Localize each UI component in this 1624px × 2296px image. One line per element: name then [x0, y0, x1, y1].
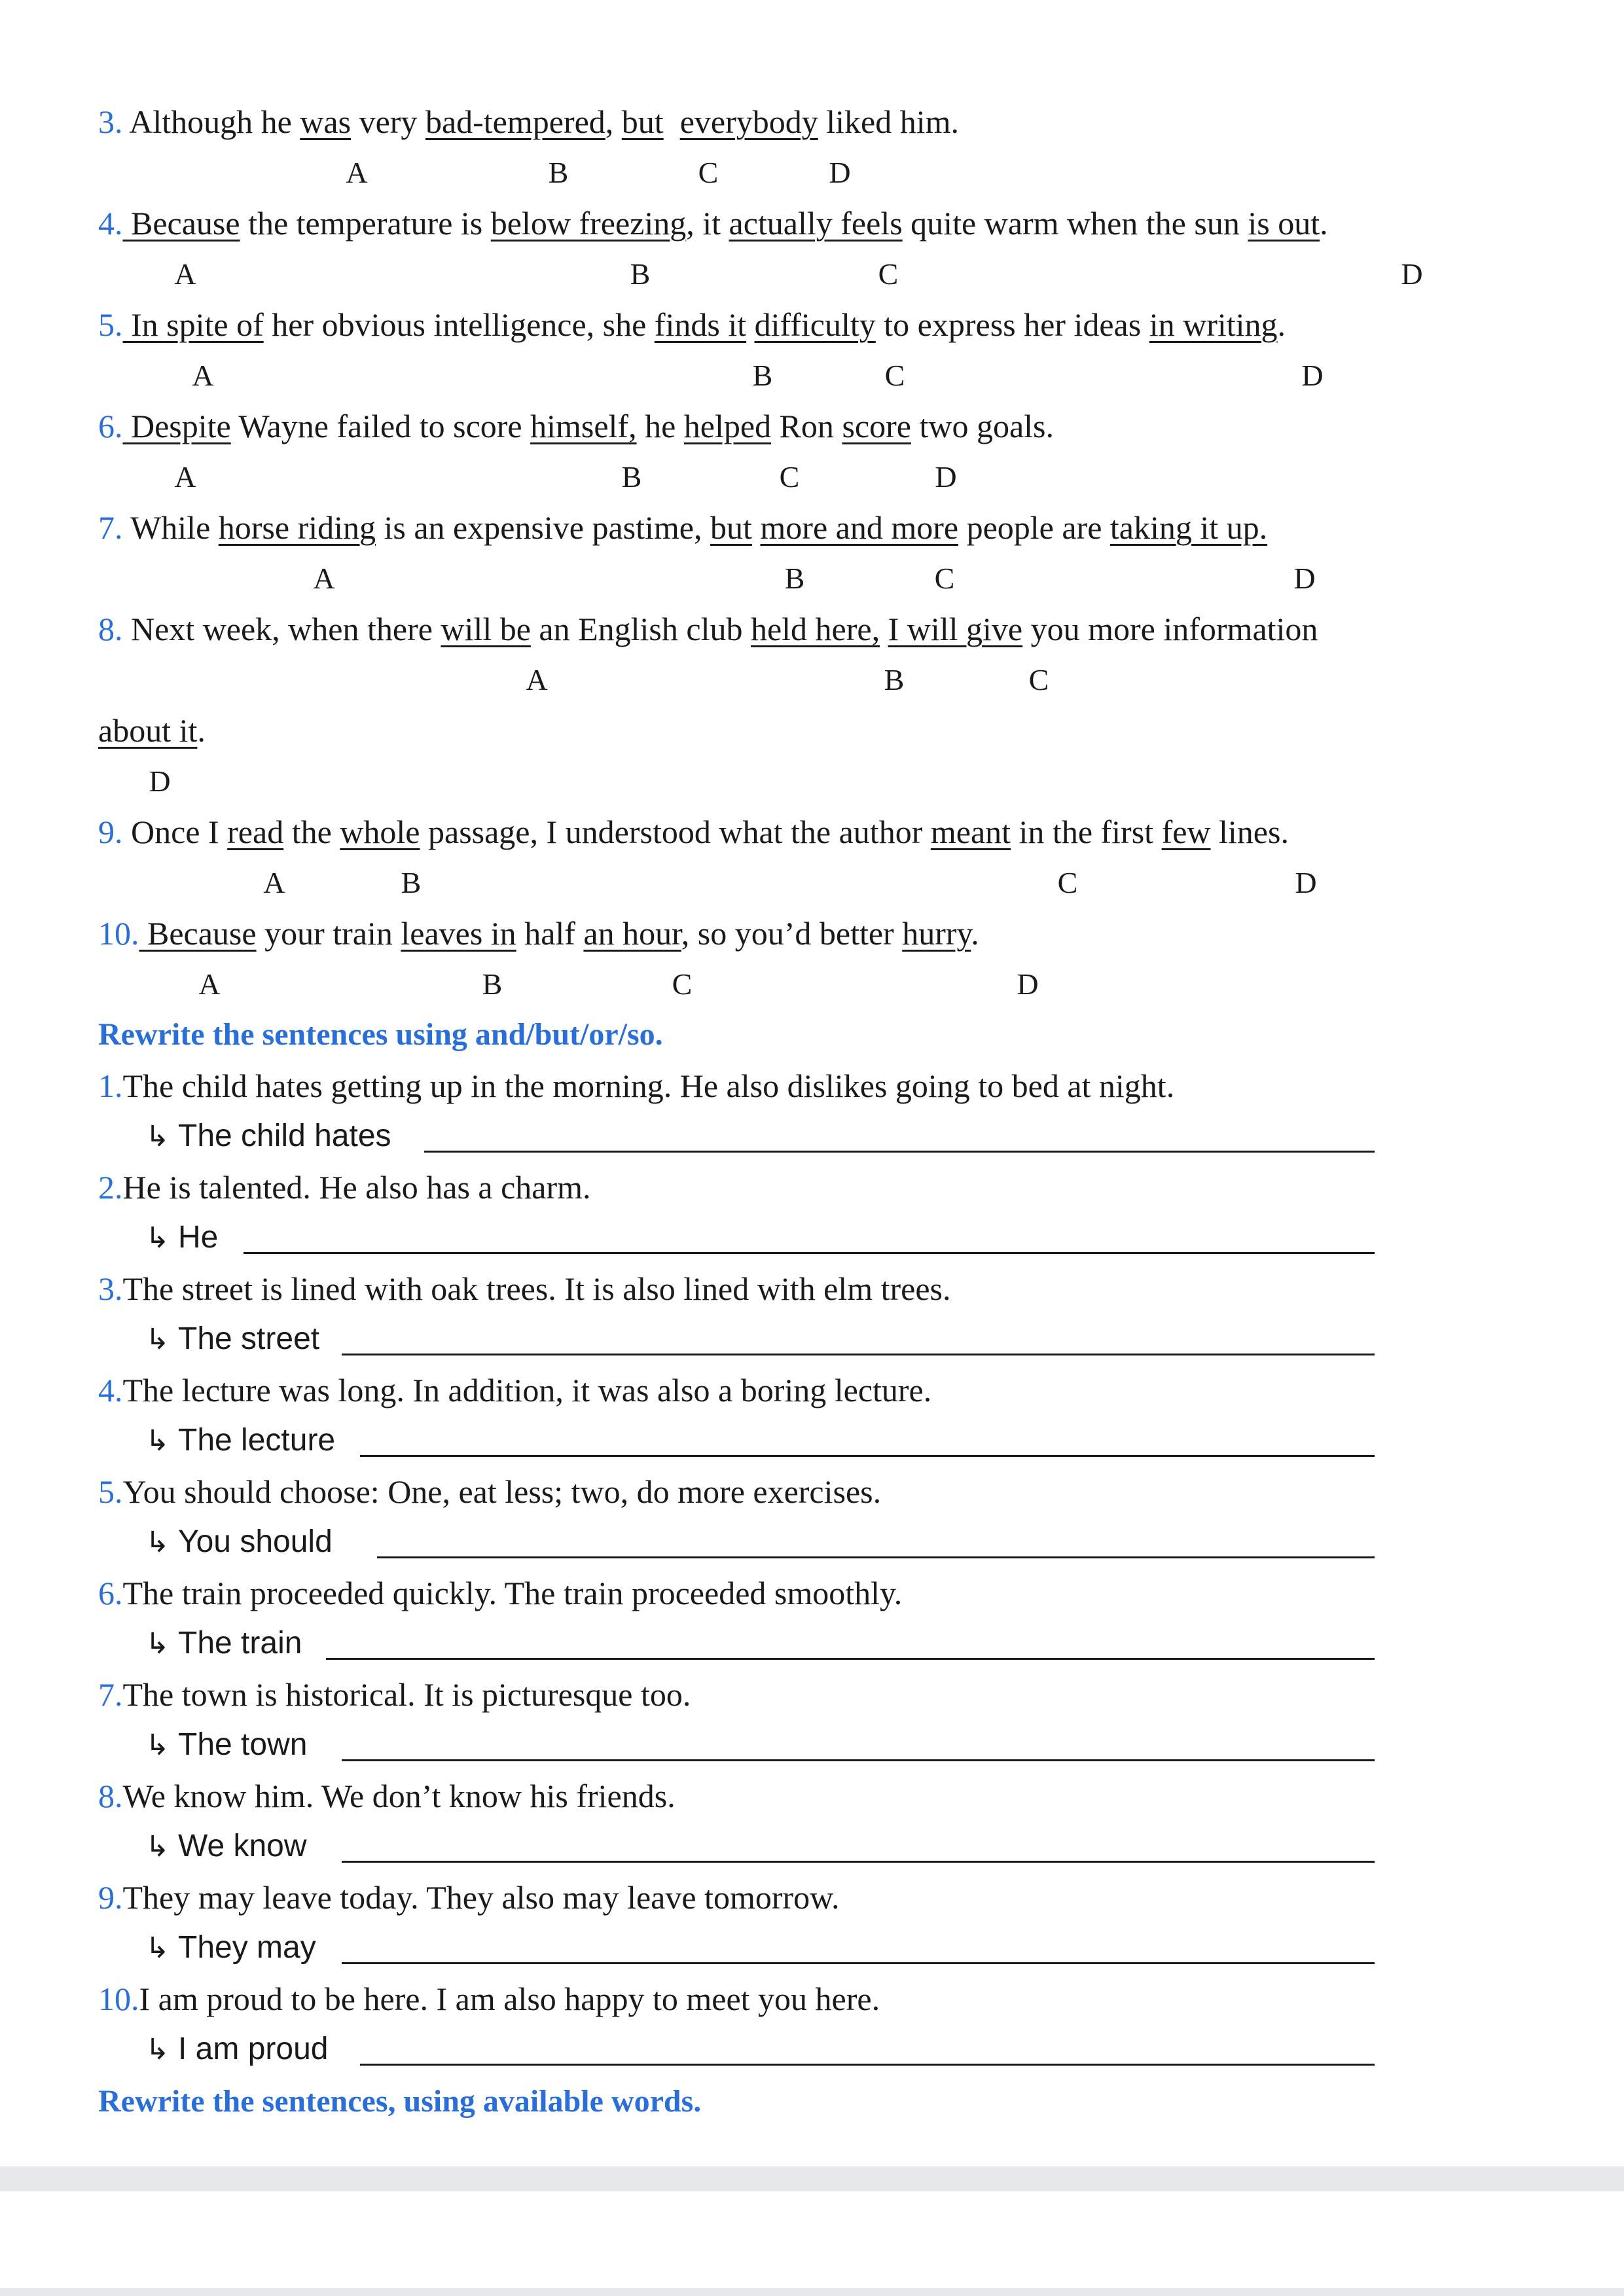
answer-prompt-9 [145, 1928, 316, 1968]
text-segment: While [122, 509, 219, 546]
underlined-option: in writing [1149, 306, 1278, 343]
answer-blank-4[interactable] [360, 1455, 1375, 1457]
text-segment: he [636, 408, 684, 444]
answer-start: The town [178, 1727, 308, 1762]
curved-arrow-icon: ↳ [145, 1729, 170, 1762]
text-segment: to express her ideas [875, 306, 1149, 343]
underlined-option: finds it [654, 306, 747, 343]
option-letter-d: D [1295, 866, 1317, 899]
error-item-5 [98, 305, 1286, 344]
option-letter-a: A [192, 359, 214, 392]
option-letter-c: C [878, 257, 899, 291]
item-text: The street is lined with oak trees. It is also lined with elm trees. [122, 1270, 951, 1307]
text-segment: Although he [122, 103, 300, 140]
text-segment: lines. [1210, 814, 1289, 850]
option-letter-a: A [263, 866, 285, 899]
rewrite-item-5 [98, 1472, 881, 1511]
underlined-option: read [227, 814, 284, 850]
option-letter-b: B [548, 156, 569, 189]
text-segment: half [516, 915, 584, 952]
answer-start: The street [178, 1321, 320, 1356]
item-number: 4. [98, 1372, 123, 1408]
item-number: 10. [98, 1981, 139, 2017]
text-segment: . [1320, 205, 1328, 242]
option-letter-a: A [174, 257, 196, 291]
text-segment: , so you’d better [681, 915, 903, 952]
underlined-option: meant [930, 814, 1011, 850]
underlined-option: difficulty [754, 306, 876, 343]
answer-start: You should [178, 1524, 333, 1559]
underlined-option: helped [683, 408, 772, 444]
underlined-option: hurry [902, 915, 971, 952]
text-segment: . [197, 712, 206, 749]
item-number: 7. [98, 509, 123, 546]
curved-arrow-icon: ↳ [145, 1221, 170, 1255]
answer-start: The train [178, 1626, 302, 1660]
item-number: 5. [98, 1473, 123, 1510]
answer-prompt-1 [145, 1117, 391, 1157]
underlined-option: Because [122, 205, 240, 242]
option-letter-d: D [1401, 257, 1423, 291]
answer-blank-7[interactable] [342, 1759, 1375, 1761]
page-separator [0, 2288, 1624, 2296]
error-item-4 [98, 204, 1328, 243]
option-letter-d: D [149, 764, 171, 798]
option-letter-b: B [401, 866, 422, 899]
underlined-option: everybody [679, 103, 818, 140]
option-letter-c: C [672, 967, 693, 1001]
text-segment: an English club [530, 611, 751, 647]
item-number: 3. [98, 1270, 123, 1307]
section-heading-conjunctions: Rewrite the sentences using and/but/or/so. [98, 1017, 663, 1052]
underlined-option: himself, [530, 408, 637, 444]
answer-prompt-5 [145, 1522, 333, 1562]
underlined-option: In spite of [122, 306, 264, 343]
item-number: 8. [98, 1778, 123, 1814]
rewrite-item-1 [98, 1066, 1174, 1105]
item-text: The child hates getting up in the morning. He also dislikes going to bed at night. [122, 1067, 1175, 1104]
answer-start: I am proud [178, 2032, 329, 2066]
option-letter-c: C [779, 460, 800, 493]
text-segment: . [971, 915, 979, 952]
option-letter-a: A [313, 562, 335, 595]
answer-prompt-10 [145, 2030, 328, 2070]
answer-prompt-3 [145, 1319, 319, 1359]
text-segment: her obvious intelligence, she [263, 306, 655, 343]
text-segment: the temperature is [240, 205, 491, 242]
curved-arrow-icon: ↳ [145, 1323, 170, 1356]
item-number: 2. [98, 1169, 123, 1206]
answer-blank-5[interactable] [377, 1556, 1375, 1558]
text-segment: , [605, 103, 622, 140]
item-text: He is talented. He also has a charm. [122, 1169, 591, 1206]
answer-blank-10[interactable] [360, 2064, 1375, 2066]
option-letter-c: C [884, 359, 905, 392]
option-letter-c: C [934, 562, 955, 595]
rewrite-item-6 [98, 1573, 902, 1613]
text-segment [752, 509, 761, 546]
item-number: 8. [98, 611, 123, 647]
option-letter-a: A [526, 663, 548, 696]
underlined-option: score [842, 408, 911, 444]
error-item-8-continuation [98, 711, 206, 750]
error-item-6 [98, 406, 1054, 446]
item-number: 1. [98, 1067, 123, 1104]
curved-arrow-icon: ↳ [145, 1424, 170, 1458]
option-letter-b: B [621, 460, 642, 493]
item-number: 6. [98, 408, 123, 444]
error-item-10 [98, 914, 979, 953]
text-segment: two goals. [911, 408, 1054, 444]
answer-prompt-6 [145, 1624, 302, 1664]
underlined-option: is out [1248, 205, 1320, 242]
answer-start: The child hates [178, 1119, 391, 1153]
item-text: The lecture was long. In addition, it was also a boring lecture. [122, 1372, 932, 1408]
curved-arrow-icon: ↳ [145, 2033, 170, 2066]
underlined-option: but [621, 103, 664, 140]
underlined-option: below freezing [490, 205, 687, 242]
section-heading-available-words: Rewrite the sentences, using available words. [98, 2084, 702, 2119]
error-item-9 [98, 812, 1289, 852]
option-letter-a: A [346, 156, 368, 189]
curved-arrow-icon: ↳ [145, 1931, 170, 1965]
text-segment: Once I [122, 814, 228, 850]
item-text: The town is historical. It is picturesque too. [122, 1676, 691, 1713]
underlined-option: was [300, 103, 352, 140]
rewrite-item-4 [98, 1371, 931, 1410]
underlined-option: bad-tempered [425, 103, 605, 140]
text-segment: in the first [1011, 814, 1162, 850]
option-letter-d: D [1301, 359, 1324, 392]
item-number: 3. [98, 103, 123, 140]
answer-start: He [178, 1220, 219, 1255]
answer-prompt-7 [145, 1725, 307, 1765]
underlined-option: Despite [122, 408, 231, 444]
option-letter-c: C [698, 156, 719, 189]
underlined-option: held here, [750, 611, 880, 647]
text-segment: passage, I understood what the author [420, 814, 931, 850]
curved-arrow-icon: ↳ [145, 1830, 170, 1863]
option-letter-d: D [1017, 967, 1039, 1001]
rewrite-item-9 [98, 1878, 840, 1917]
rewrite-item-7 [98, 1675, 691, 1714]
text-segment: is an expensive pastime, [376, 509, 710, 546]
answer-start: We know [178, 1829, 307, 1863]
answer-prompt-8 [145, 1827, 307, 1867]
underlined-option: few [1161, 814, 1211, 850]
rewrite-item-2 [98, 1168, 591, 1207]
answer-prompt-2 [145, 1218, 218, 1258]
underlined-option: about it [98, 712, 198, 749]
text-segment: people are [958, 509, 1110, 546]
answer-blank-6[interactable] [326, 1658, 1375, 1660]
text-segment: , it [686, 205, 729, 242]
text-segment [664, 103, 680, 140]
underlined-option: but [710, 509, 752, 546]
option-letter-a: A [198, 967, 221, 1001]
underlined-option: taking it up. [1110, 509, 1268, 546]
underlined-option: Because [139, 915, 257, 952]
option-letter-c: C [1057, 866, 1078, 899]
item-number: 5. [98, 306, 123, 343]
text-segment: liked him. [818, 103, 960, 140]
item-number: 9. [98, 1879, 123, 1916]
text-segment [880, 611, 888, 647]
option-letter-b: B [884, 663, 905, 696]
option-letter-c: C [1028, 663, 1049, 696]
item-text: You should choose: One, eat less; two, do more exercises. [122, 1473, 882, 1510]
text-segment: Wayne failed to score [230, 408, 531, 444]
answer-start: They may [178, 1930, 316, 1965]
item-text: The train proceeded quickly. The train proceeded smoothly. [122, 1575, 903, 1611]
option-letter-d: D [1293, 562, 1316, 595]
option-letter-d: D [829, 156, 851, 189]
item-text: We know him. We don’t know his friends. [122, 1778, 676, 1814]
answer-blank-8[interactable] [342, 1861, 1375, 1863]
answer-start: The lecture [178, 1423, 336, 1458]
underlined-option: whole [340, 814, 420, 850]
underlined-option: an hour [583, 915, 681, 952]
rewrite-item-3 [98, 1269, 950, 1308]
option-letter-d: D [935, 460, 957, 493]
option-letter-b: B [784, 562, 805, 595]
item-number: 7. [98, 1676, 123, 1713]
item-number: 10. [98, 915, 139, 952]
answer-blank-9[interactable] [342, 1962, 1375, 1964]
text-segment: quite warm when the sun [902, 205, 1248, 242]
answer-blank-3[interactable] [342, 1354, 1375, 1355]
underlined-option: actually feels [729, 205, 903, 242]
underlined-option: more and more [760, 509, 959, 546]
underlined-option: leaves in [401, 915, 516, 952]
rewrite-item-8 [98, 1776, 676, 1816]
option-letter-b: B [482, 967, 503, 1001]
text-segment: . [1277, 306, 1286, 343]
text-segment: you more information [1022, 611, 1318, 647]
curved-arrow-icon: ↳ [145, 1627, 170, 1660]
option-letter-a: A [174, 460, 196, 493]
underlined-option: horse riding [218, 509, 376, 546]
item-number: 6. [98, 1575, 123, 1611]
curved-arrow-icon: ↳ [145, 1526, 170, 1559]
text-segment: your train [256, 915, 401, 952]
rewrite-item-10 [98, 1979, 880, 2018]
error-item-7 [98, 508, 1267, 547]
underlined-option: I will give [888, 611, 1023, 647]
underlined-option: will be [441, 611, 531, 647]
error-item-3 [98, 102, 959, 141]
text-segment: Next week, when there [122, 611, 441, 647]
option-letter-b: B [752, 359, 773, 392]
next-page-margin [0, 2191, 1624, 2288]
item-text: They may leave today. They also may leave tomorrow. [122, 1879, 840, 1916]
text-segment: Ron [771, 408, 842, 444]
text-segment: the [283, 814, 340, 850]
page-separator [0, 2166, 1624, 2191]
answer-blank-1[interactable] [424, 1151, 1375, 1153]
item-text: I am proud to be here. I am also happy to meet you here. [139, 1981, 880, 2017]
option-letter-b: B [630, 257, 651, 291]
answer-prompt-4 [145, 1421, 335, 1461]
curved-arrow-icon: ↳ [145, 1120, 170, 1153]
item-number: 9. [98, 814, 123, 850]
error-item-8 [98, 609, 1318, 649]
answer-blank-2[interactable] [244, 1252, 1375, 1254]
text-segment [746, 306, 755, 343]
text-segment: very [351, 103, 425, 140]
item-number: 4. [98, 205, 123, 242]
